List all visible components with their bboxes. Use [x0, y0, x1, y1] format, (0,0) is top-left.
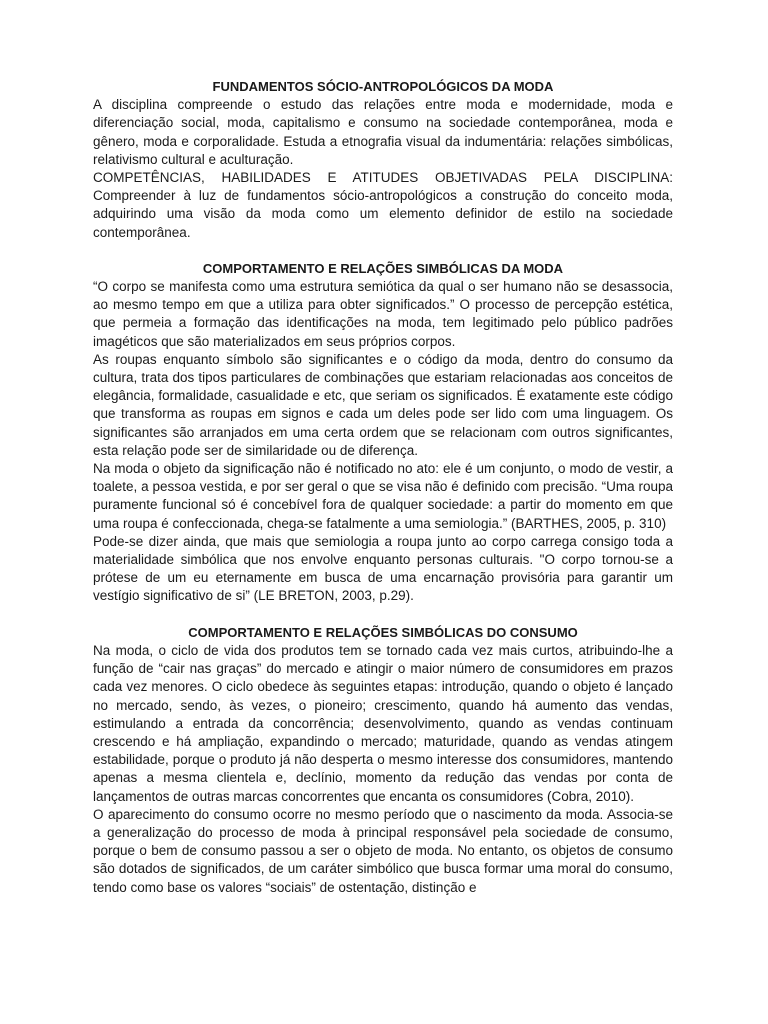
section-heading: COMPORTAMENTO E RELAÇÕES SIMBÓLICAS DA MODA — [202, 260, 564, 276]
document-page — [93, 78, 673, 897]
paragraph: O aparecimento do consumo ocorre no mesmo período que o nascimento da moda. Associa-se a generalização do processo de moda à principal responsável pela sociedade de consumo, porque o bem de consumo passou a ser o objeto de moda. No entanto, os objetos de consumo são dotados de significados, de um caráter simbólico que busca formar uma moral do consumo, tendo como base os valores “sociais” de ostentação, distinção e — [93, 806, 673, 895]
paragraph: Na moda, o ciclo de vida dos produtos tem se tornado cada vez mais curtos, atribuindo-lhe a função de “cair nas graças” do mercado e atingir o maior número de consumidores em prazos cada vez menores. O ciclo obedece às seguintes etapas: introdução, quando o objeto é lançado no mercado, sendo, às vezes, o pioneiro; crescimento, quando há aumento das vendas, estimulando a entrada da concorrência; desenvolvimento, quando as vendas continuam crescendo e há ampliação, expandindo o mercado; maturidade, quando as vendas atingem estabilidade, porque o produto já não desperta o mesmo interesse dos consumidores, mantendo apenas a mesma clientela e, declínio, momento da redução das vendas por conta de lançamentos de outras marcas concorrentes que encanta os consumidores (Cobra, 2010). — [93, 642, 673, 804]
section-spacer — [93, 242, 673, 260]
paragraph: As roupas enquanto símbolo são significantes e o código da moda, dentro do consumo da cultura, trata dos tipos particulares de combinações que estariam relacionadas aos conceitos de elegância, formalidade, casualidade e etc, que seriam os significados. É exatamente este código que transforma as roupas em signos e cada um deles pode ser lido com uma linguagem. Os significantes são arranjados em uma certa ordem que se relacionam com outros significantes, esta relação pode ser de similaridade ou de diferença. — [93, 351, 673, 458]
paragraph: A disciplina compreende o estudo das relações entre moda e modernidade, moda e diferenciação social, moda, capitalismo e consumo na sociedade contemporânea, moda e gênero, moda e corporalidade. Estuda a etnografia visual da indumentária: relações simbólicas, relativismo cultural e aculturação. — [93, 97, 673, 167]
paragraph: COMPETÊNCIAS, HABILIDADES E ATITUDES OBJETIVADAS PELA DISCIPLINA: Compreender à luz de fundamentos sócio-antropológicos a construção do conceito moda, adquirindo uma visão da moda como um elemento definidor de estilo na sociedade contemporânea. — [93, 170, 673, 240]
section-spacer — [93, 606, 673, 624]
section-heading: FUNDAMENTOS SÓCIO-ANTROPOLÓGICOS DA MODA — [212, 79, 554, 94]
section-heading: COMPORTAMENTO E RELAÇÕES SIMBÓLICAS DO CONSUMO — [188, 624, 578, 640]
paragraph: “O corpo se manifesta como uma estrutura semiótica da qual o ser humano não se desassocia, ao mesmo tempo em que a utiliza para obter significados.” O processo de percepção estética, que permeia a formação das identificações na moda, tem legitimado pelo público padrões imagéticos que são materializados em seus próprios corpos. — [93, 279, 673, 349]
paragraph: Pode-se dizer ainda, que mais que semiologia a roupa junto ao corpo carrega consigo toda a materialidade simbólica que nos envolve enquanto personas culturais. "O corpo tornou-se a prótese de um eu eternamente em busca de uma encarnação provisória para garantir um vestígio significativo de si” (LE BRETON, 2003, p.29). — [93, 533, 673, 604]
paragraph: Na moda o objeto da significação não é notificado no ato: ele é um conjunto, o modo de vestir, a toalete, a pessoa vestida, e por ser geral o que se visa não é definido com precisão. “Uma roupa puramente funcional só é concebível fora de qualquer sociedade: a partir do momento em que uma roupa é confeccionada, chega-se fatalmente a uma semiologia.” (BARTHES, 2005, p. 310) — [93, 461, 673, 531]
